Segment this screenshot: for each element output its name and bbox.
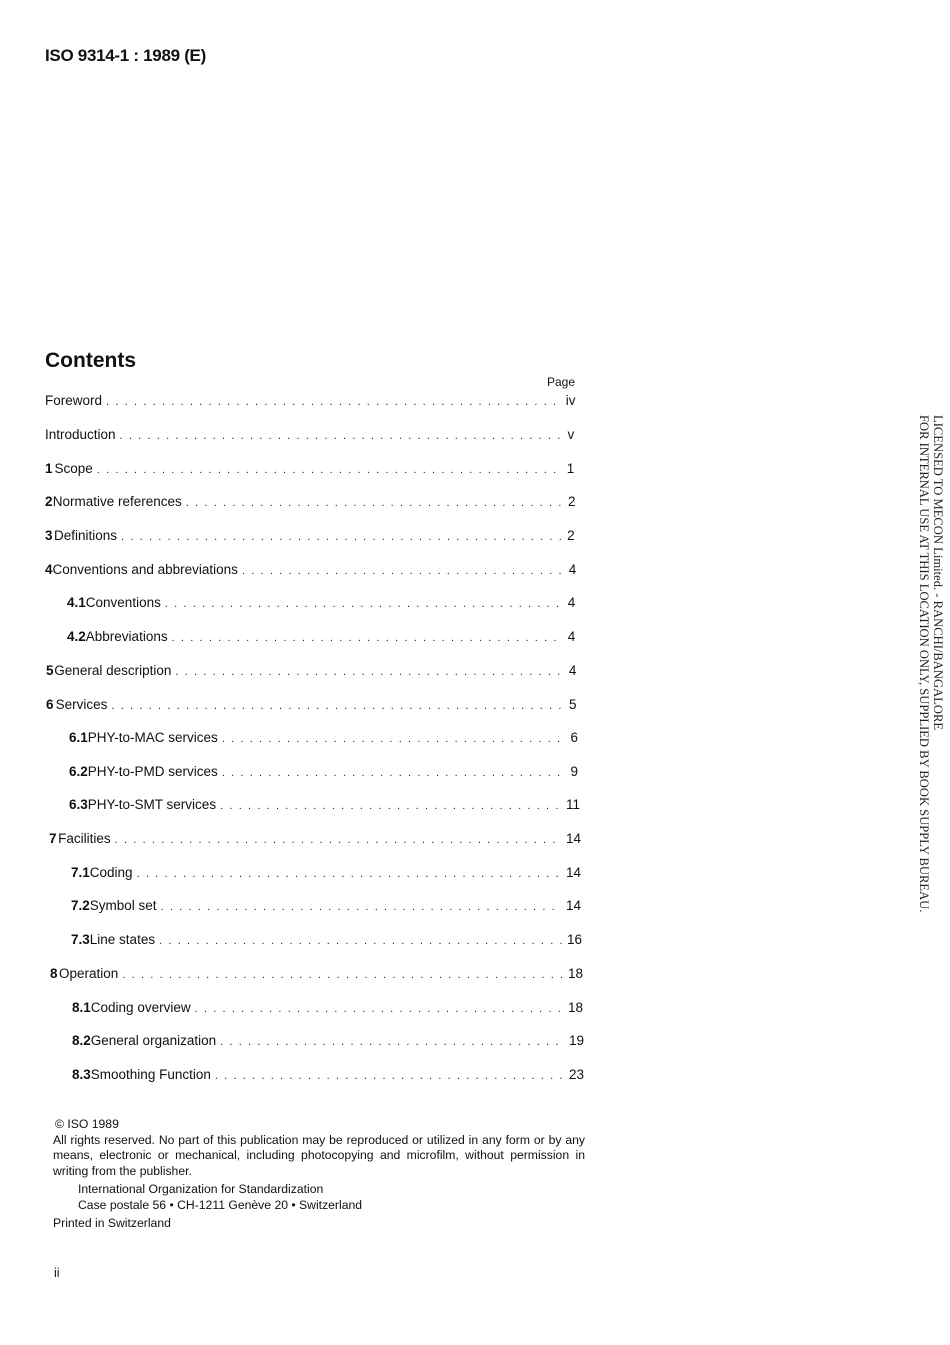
toc-entry[interactable] [49,831,581,851]
toc-entry[interactable] [45,393,577,413]
toc-entry-page: 18 [567,1000,583,1015]
toc-entry-page: 5 [568,697,577,712]
toc-entry-title: Conventions [85,595,161,610]
toc-entry-number: 8.3 [72,1067,91,1082]
toc-entry-title: PHY-to-PMD services [87,764,218,779]
toc-entry-title: Smoothing Function [90,1067,211,1082]
toc-entry-title: General description [54,663,172,678]
copyright-notice: © ISO 1989 [55,1117,119,1131]
toc-entry-number: 7 [49,831,57,846]
document-id: ISO 9314-1 : 1989 (E) [45,46,206,65]
toc-leader-dots [195,1003,564,1015]
page-column-label: Page [547,375,576,389]
toc-entry-page: 19 [568,1033,584,1048]
toc-leader-dots [186,497,563,509]
toc-leader-dots [159,935,563,947]
toc-entry[interactable] [72,1067,584,1087]
toc-entry-title: PHY-to-MAC services [87,730,218,745]
toc-entry-page: 4 [568,562,577,577]
toc-leader-dots [220,800,562,812]
toc-leader-dots [222,733,566,745]
toc-leader-dots [222,767,566,779]
toc-entry[interactable] [67,595,577,615]
toc-leader-dots [165,598,562,610]
toc-entry-title: Scope [54,461,93,476]
toc-entry-page: v [567,427,575,442]
toc-entry[interactable] [69,730,579,750]
toc-entry-number: 3 [45,528,53,543]
license-watermark [917,415,945,912]
toc-entry-title: Definitions [54,528,118,543]
toc-entry[interactable] [67,629,577,649]
toc-entry-page: 2 [567,494,576,509]
license-line-2: FOR INTERNAL USE AT THIS LOCATION ONLY, SUPPLIED BY BOOK SUPPLY BUREAU. [917,415,931,913]
toc-leader-dots [172,632,563,644]
toc-entry-number: 7.2 [71,898,90,913]
toc-entry[interactable] [69,797,580,817]
toc-entry-number: 8.1 [72,1000,91,1015]
toc-entry-page: 14 [565,831,581,846]
toc-entry-title: Foreword [45,393,103,408]
toc-leader-dots [161,901,562,913]
printed-location: Printed in Switzerland [53,1216,171,1230]
toc-leader-dots [175,666,563,678]
toc-leader-dots [122,969,564,981]
toc-entry-title: Coding overview [90,1000,191,1015]
toc-entry-page: 6 [570,730,578,745]
toc-entry-number: 8.2 [72,1033,91,1048]
toc-entry-title: Line states [89,932,156,947]
toc-entry-title: Operation [59,966,119,981]
toc-entry[interactable] [69,764,579,784]
toc-entry[interactable] [71,932,582,952]
toc-entry-number: 6.1 [69,730,88,745]
toc-entry-page: 4 [567,629,576,644]
toc-entry-number: 4 [45,562,53,577]
toc-leader-dots [111,700,562,712]
toc-entry-page: 14 [565,898,581,913]
license-line-1: LICENSED TO MECON Limited. - RANCHI/BANGALORE [931,415,945,731]
toc-leader-dots [220,1036,565,1048]
toc-entry-title: PHY-to-SMT services [87,797,217,812]
toc-entry[interactable] [45,562,577,582]
toc-entry[interactable] [50,966,583,986]
toc-entry-page: 4 [568,663,577,678]
toc-entry-title: Introduction [45,427,116,442]
toc-entry-page: 16 [566,932,582,947]
toc-entry-title: General organization [90,1033,217,1048]
toc-entry-page: 11 [565,797,580,812]
toc-entry-number: 5 [46,663,54,678]
page-number: ii [54,1266,60,1280]
toc-entry-number: 4.2 [67,629,86,644]
toc-entry-title: Conventions and abbreviations [52,562,238,577]
toc-leader-dots [242,565,564,577]
toc-entry-page: 2 [567,528,575,543]
toc-leader-dots [137,868,562,880]
toc-leader-dots [106,396,560,408]
toc-leader-dots [115,834,562,846]
toc-entry[interactable] [46,663,578,683]
toc-entry-number: 6 [46,697,54,712]
toc-entry[interactable] [45,427,577,447]
toc-entry-page: 4 [567,595,576,610]
toc-entry-title: Facilities [58,831,111,846]
toc-leader-dots [120,430,561,442]
toc-entry-number: 1 [45,461,53,476]
toc-entry[interactable] [46,697,579,717]
organization-address: Case postale 56 • CH-1211 Genève 20 • Switzerland [78,1197,363,1212]
toc-entry-page: 14 [565,865,581,880]
toc-entry[interactable] [71,865,581,885]
copyright-block [53,1117,585,1232]
toc-entry-page: 1 [566,461,575,476]
organization-name: International Organization for Standardization [78,1182,324,1196]
toc-leader-dots [121,531,561,543]
toc-entry-number: 2 [45,494,53,509]
toc-entry-page: 18 [567,966,583,981]
toc-entry-number: 7.1 [71,865,90,880]
toc-entry-title: Coding [89,865,133,880]
toc-entry-number: 8 [50,966,58,981]
toc-entry-title: Abbreviations [85,629,168,644]
toc-entry-title: Normative references [52,494,182,509]
toc-entry[interactable] [45,494,577,514]
toc-entry-number: 6.2 [69,764,88,779]
toc-entry[interactable] [72,1000,583,1020]
toc-entry[interactable] [71,898,581,918]
contents-heading: Contents [45,349,136,372]
toc-entry-page: 9 [570,764,578,779]
toc-entry-number: 7.3 [71,932,90,947]
toc-entry[interactable] [45,461,577,481]
toc-entry[interactable] [72,1033,584,1053]
toc-entry-title: Symbol set [89,898,157,913]
toc-entry-page: 23 [568,1067,584,1082]
toc-leader-dots [97,464,560,476]
toc-entry-number: 6.3 [69,797,88,812]
rights-statement: All rights reserved. No part of this publication may be reproduced or utilized in any form or by any means, electronic or mechanical, including photocopying and microfilm, without permission in writing from the publisher. [53,1132,585,1178]
toc-leader-dots [215,1070,565,1082]
toc-entry-title: Services [55,697,108,712]
toc-entry[interactable] [45,528,577,548]
toc-entry-number: 4.1 [67,595,86,610]
toc-entry-page: iv [565,393,576,408]
